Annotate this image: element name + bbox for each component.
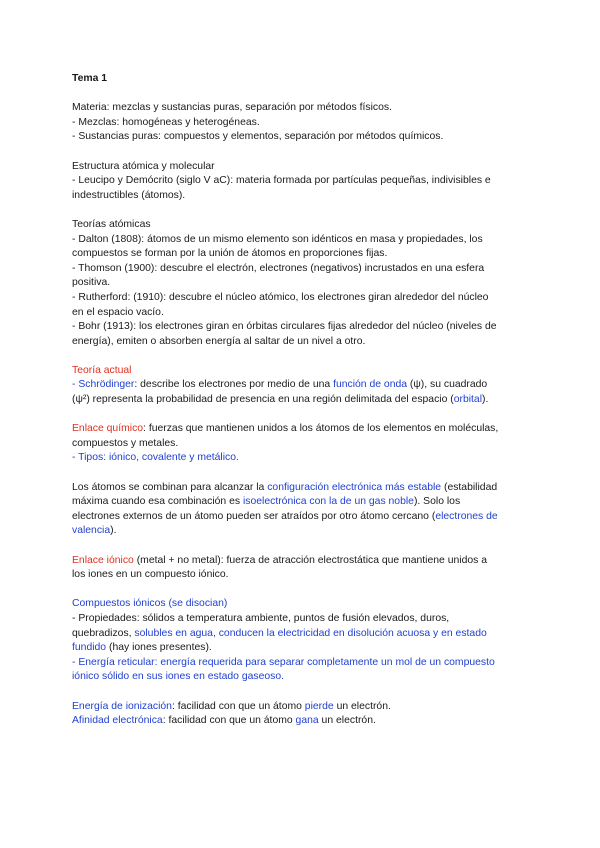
text-run: (metal + no metal): fuerza de atracción electrostática que mantiene unidos a	[133, 554, 487, 566]
paragraph-line: - Dalton (1808): átomos de un mismo elemento son idénticos en masa y propiedades, los	[72, 233, 483, 245]
paragraph-line	[72, 700, 532, 715]
paragraph-line: - Rutherford: (1910): descubre el núcleo atómico, los electrones giran alrededor del núcleo	[72, 291, 489, 303]
paragraph-line	[72, 714, 532, 729]
paragraph-line	[72, 627, 532, 642]
spacer	[72, 466, 532, 481]
text-run: máxima cuando esa combinación es	[72, 496, 243, 508]
paragraph-line: - Propiedades: sólidos a temperatura ambiente, puntos de fusión elevados, duros,	[72, 612, 450, 624]
text-run: un electrón.	[318, 715, 376, 727]
paragraph-line: Materia: mezclas y sustancias puras, separación por métodos físicos.	[72, 102, 392, 114]
paragraph-line: - Leucipo y Demócrito (siglo V aC): materia formada por partículas pequeñas, indivisibles e	[72, 175, 491, 187]
section-heading: Teoría actual	[72, 364, 132, 376]
text-run: : describe los electrones por medio de una	[134, 379, 334, 391]
paragraph-line	[72, 524, 532, 539]
highlight-term: isoelectrónica con la de un gas noble	[242, 496, 414, 508]
paragraph-line: - Tipos: iónico, covalente y metálico.	[72, 452, 239, 464]
spacer	[72, 539, 532, 554]
paragraph-line: - Thomson (1900): descubre el electrón, electrones (negativos) incrustados en una esfera	[72, 262, 485, 274]
text-run: : facilidad con que un átomo	[171, 700, 305, 712]
section-heading: Compuestos iónicos (se disocian)	[72, 598, 228, 610]
text-run: (hay iones presentes).	[106, 642, 212, 654]
spacer	[72, 87, 532, 102]
highlight-term: Energía de ionización	[72, 700, 172, 712]
paragraph-line: positiva.	[72, 277, 111, 289]
text-run: ).	[482, 394, 489, 406]
text-run: Los átomos se combinan para alcanzar la	[72, 481, 268, 493]
text-run: ). Solo los	[413, 496, 461, 508]
highlight-term: valencia	[72, 525, 111, 537]
text-run: (estabilidad	[441, 481, 498, 493]
spacer	[72, 145, 532, 160]
paragraph-line: - Energía reticular: energía requerida para separar completamente un mol de un compuesto	[72, 656, 495, 668]
highlight-term: configuración electrónica más estable	[267, 481, 442, 493]
text-run: quebradizos,	[72, 627, 135, 639]
spacer	[72, 408, 532, 423]
paragraph-line	[72, 393, 532, 408]
paragraph-line: compuestos se forman por la unión de átomos en proporciones fijas.	[72, 248, 388, 260]
highlight-term: pierde	[304, 700, 334, 712]
paragraph-line	[72, 554, 532, 569]
highlight-term: solubles en agua, conducen la electricidad en disolución acuosa y en estado	[134, 627, 487, 639]
paragraph-line: - Bohr (1913): los electrones giran en órbitas circulares fijas alrededor del núcleo (niveles de	[72, 321, 497, 333]
paragraph-line: compuestos y metales.	[72, 437, 179, 449]
paragraph-line	[72, 495, 532, 510]
paragraph-line: - Sustancias puras: compuestos y elementos, separación por métodos químicos.	[72, 131, 444, 143]
text-run: un electrón.	[333, 700, 391, 712]
spacer	[72, 203, 532, 218]
text-run: ).	[110, 525, 117, 537]
section-heading: Enlace iónico	[72, 554, 134, 566]
highlight-term: función de onda	[333, 379, 408, 391]
document-page	[72, 72, 532, 729]
highlight-term: orbital	[453, 394, 483, 406]
paragraph-line: en el espacio vacío.	[72, 306, 164, 318]
text-run: electrones externos de un átomo pueden ser atraídos por otro átomo cercano (	[72, 510, 436, 522]
text-run: : facilidad con que un átomo	[162, 715, 296, 727]
spacer	[72, 583, 532, 598]
highlight-term: electrones de	[435, 510, 498, 522]
spacer	[72, 685, 532, 700]
section-heading: Enlace químico	[72, 423, 144, 435]
paragraph-line: - Mezclas: homogéneas y heterogéneas.	[72, 116, 260, 128]
paragraph-line	[72, 481, 532, 496]
paragraph-line	[72, 422, 532, 437]
paragraph-line: indestructibles (átomos).	[72, 189, 186, 201]
text-run: (ψ²) representa la probabilidad de presencia en una región delimitada del espacio (	[72, 394, 454, 406]
page-title: Tema 1	[72, 73, 108, 84]
highlight-term: - Schrödinger	[72, 379, 135, 391]
spacer	[72, 349, 532, 364]
paragraph-line	[72, 641, 532, 656]
text-run: (ψ), su cuadrado	[407, 379, 488, 391]
paragraph-line	[72, 378, 532, 393]
highlight-term: Afinidad electrónica	[72, 715, 163, 727]
section-heading: Teorías atómicas	[72, 218, 151, 230]
highlight-term: gana	[295, 715, 319, 727]
paragraph-line: los iones en un compuesto iónico.	[72, 569, 229, 581]
paragraph-line: energía), emiten o absorben energía al saltar de un nivel a otro.	[72, 335, 366, 347]
text-run: : fuerzas que mantienen unidos a los átomos de los elementos en moléculas,	[143, 423, 499, 435]
paragraph-line	[72, 510, 532, 525]
section-heading: Estructura atómica y molecular	[72, 160, 215, 172]
paragraph-line: iónico sólido en sus iones en estado gaseoso.	[72, 671, 284, 683]
highlight-term: fundido	[72, 642, 107, 654]
